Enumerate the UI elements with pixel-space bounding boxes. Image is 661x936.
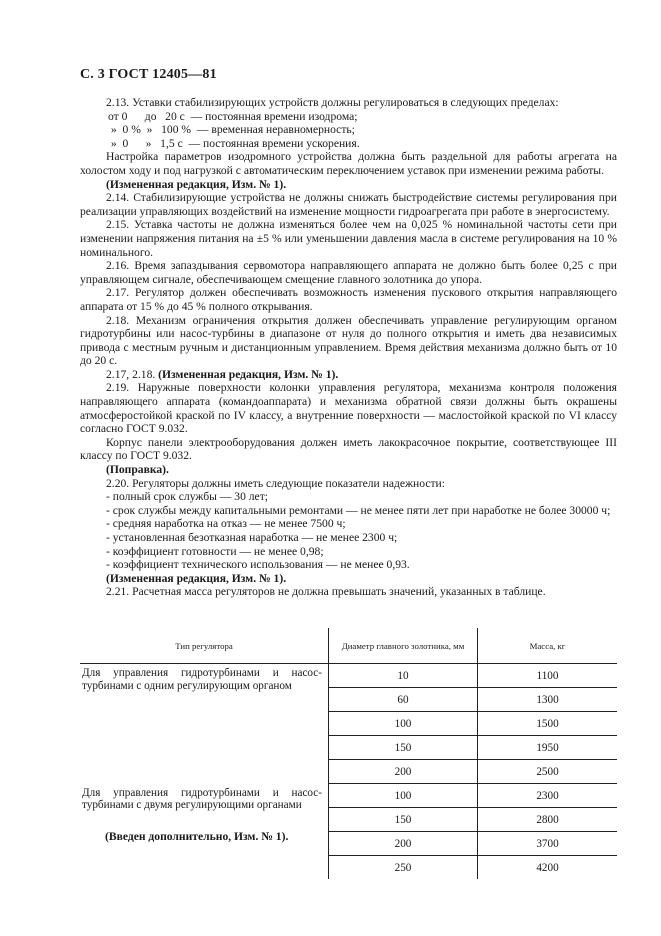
paragraph-2-17: 2.17. Регулятор должен обеспечивать возможность изменения пускового открытия направляющего аппарата от 15 % до 45 % полного открывания. xyxy=(80,286,617,313)
regulator-type-cell: Для управления гидротурбинами и насос-турбинами с двумя регулирующими органами xyxy=(82,786,322,811)
mass-cell: 1300 xyxy=(478,688,618,712)
table-row xyxy=(80,664,617,688)
paragraph-2-14: 2.14. Стабилизирующие устройства не должны снижать быстродействие системы регулирования при реализации управляющих воздействий на изменение мощности гидроагрегата при работе в энергосистему. xyxy=(80,191,617,218)
paragraph-2-19: 2.19. Наружные поверхности колонки управления регулятора, механизма контроля положения направляющего аппарата (командоаппарата) и механизма обратной связи должны быть окрашены атмосферостойкой краской по IV классу, а внутренние поверхности — маслостойкой краской по VI классу согласно ГОСТ 9.032. xyxy=(80,381,617,436)
diameter-cell: 10 xyxy=(329,664,478,688)
reliability-item: - коэффициент готовности — не менее 0,98; xyxy=(106,544,324,558)
diameter-cell: 200 xyxy=(329,760,478,784)
revision-note-2-text: (Измененная редакция, Изм. № 1). xyxy=(158,367,339,381)
setting-range-2: » 0 % » 100 % — временная неравномерность; xyxy=(108,123,355,137)
diameter-cell: 200 xyxy=(329,832,478,856)
reliability-item: - срок службы между капитальными ремонтами — не менее пяти лет при наработке не более 30000 ч; xyxy=(106,503,611,517)
setting-range-3: » 0 » 1,5 с — постоянная времени ускорения. xyxy=(108,136,360,150)
mass-cell: 3700 xyxy=(478,832,618,856)
correction-note: (Поправка). xyxy=(106,463,169,477)
mass-cell: 1100 xyxy=(478,664,618,688)
footer-note: (Введен дополнительно, Изм. № 1). xyxy=(105,830,289,843)
reliability-item: - полный срок службы — 30 лет; xyxy=(106,490,268,504)
paragraph-2-21: 2.21. Расчетная масса регуляторов не должна превышать значений, указанных в таблице. xyxy=(106,585,546,599)
paragraph-2-13-setup: Настройка параметров изодромного устройства должна быть раздельной для работы агрегата на холостом ходу и под нагрузкой с автоматическим переключением уставок при изменении режима работы. xyxy=(80,150,617,177)
regulator-type-cell: Для управления гидротурбинами и насос-турбинами с одним регулирующим органом xyxy=(82,667,322,692)
paragraph-2-20: 2.20. Регуляторы должны иметь следующие показатели надежности: xyxy=(106,476,445,490)
paragraph-2-15: 2.15. Уставка частоты не должна изменяться более чем на 0,025 % номинальной частоты сети при изменении напряжения питания на ±5 % или уменьшении давления масла в системе регулирования на 10 % номинального. xyxy=(80,218,617,259)
mass-cell: 1500 xyxy=(478,712,618,736)
column-header-type: Тип регулятора xyxy=(80,628,329,664)
revision-note-1: (Измененная редакция, Изм. № 1). xyxy=(106,177,287,191)
paragraph-2-16: 2.16. Время запаздывания сервомотора направляющего аппарата не должно быть более 0,25 с при управляющем сигнале, обеспечивающем смещение главного золотника до упора. xyxy=(80,259,617,286)
mass-cell: 1950 xyxy=(478,736,618,760)
mass-cell: 2500 xyxy=(478,760,618,784)
page-header: С. 3 ГОСТ 12405—81 xyxy=(80,67,217,82)
column-header-mass: Масса, кг xyxy=(478,628,618,664)
diameter-cell: 100 xyxy=(329,784,478,808)
diameter-cell: 150 xyxy=(329,736,478,760)
mass-cell: 4200 xyxy=(536,861,559,874)
revision-note-3: (Измененная редакция, Изм. № 1). xyxy=(106,571,287,585)
table-header-row xyxy=(80,628,617,664)
revision-note-2-prefix: 2.17, 2.18. xyxy=(106,367,159,381)
reliability-item: - установленная безотказная наработка — не менее 2300 ч; xyxy=(106,531,398,544)
mass-cell: 2300 xyxy=(478,784,618,808)
paragraph-2-18: 2.18. Механизм ограничения открытия должен обеспечивать управление регулирующим органом гидротурбины или насос-турбины в диапазоне от нуля до полного открытия и иметь два независимых привода с местным ручным и дистанционным управлением. Время действия механизма должно быть от 10 до 20 с. xyxy=(80,313,617,368)
revision-note-2 xyxy=(80,368,617,382)
table-row xyxy=(80,784,617,808)
document-body xyxy=(80,96,617,599)
diameter-cell: 150 xyxy=(329,808,478,832)
setting-range-1: от 0 до 20 с — постоянная времени изодрома; xyxy=(108,109,358,123)
reliability-item: - коэффициент технического использования — не менее 0,93. xyxy=(106,558,410,572)
mass-cell: 2800 xyxy=(478,808,618,832)
column-header-diameter: Диаметр главного золотника, мм xyxy=(329,628,478,664)
paragraph-2-19-panel: Корпус панели электрооборудования должен иметь лакокрасочное покрытие, соответствующее III классу по ГОСТ 9.032. xyxy=(80,435,617,463)
diameter-cell: 60 xyxy=(329,688,478,712)
diameter-cell: 100 xyxy=(329,712,478,736)
paragraph-2-13: 2.13. Уставки стабилизирующих устройств должны регулироваться в следующих пределах: xyxy=(106,96,559,109)
diameter-cell: 250 xyxy=(329,856,478,880)
reliability-item: - средняя наработка на отказ — не менее 7500 ч; xyxy=(106,517,346,531)
